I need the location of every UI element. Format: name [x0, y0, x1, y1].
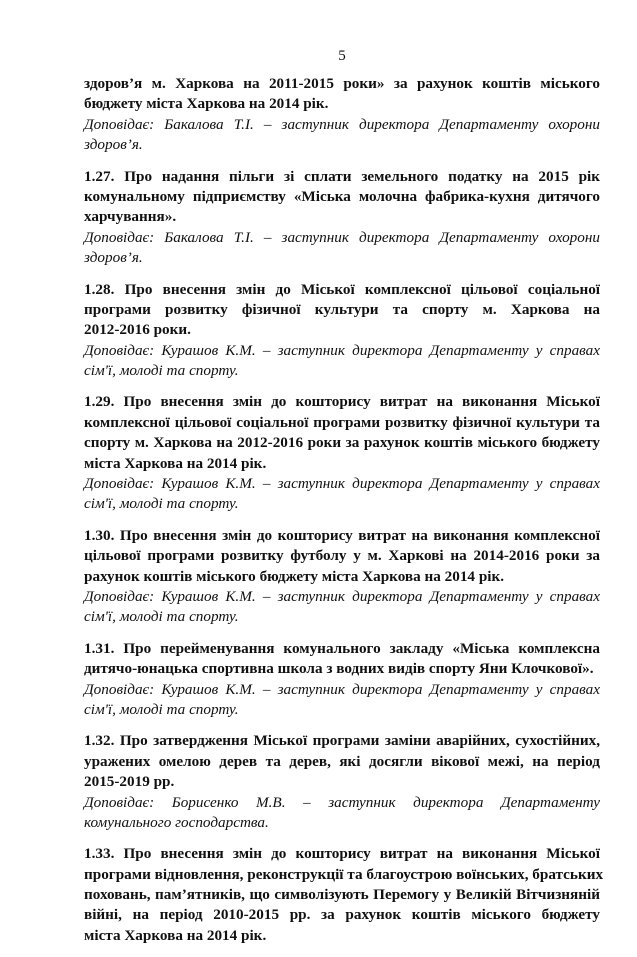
agenda-item	[84, 731, 600, 833]
speaker-line: Доповідає: Курашов К.М. – заступник директора Департаменту у справах	[84, 341, 600, 359]
item-title-line	[84, 280, 600, 300]
speaker-line: Доповідає: Курашов К.М. – заступник директора Департаменту у справах	[84, 587, 600, 605]
item-number: 1.28.	[84, 280, 115, 298]
item-title-line: комплексної цільової соціальної програми розвитку фізичної культури та	[84, 413, 600, 431]
item-title-line: харчування».	[84, 208, 177, 226]
speaker-line: Доповідає: Бакалова Т.І. – заступник директора Департаменту охорони	[84, 115, 600, 133]
item-title-line: міста Харкова на 2014 рік.	[84, 454, 267, 472]
item-title-text: Про внесення змін до кошторису витрат на виконання комплексної	[119, 526, 600, 544]
item-title-line: рахунок коштів міського бюджету міста Харкова на 2014 рік.	[84, 567, 505, 585]
agenda-item	[84, 74, 600, 156]
agenda-item	[84, 639, 600, 721]
item-title-line: програми відновлення, реконструкції та благоустрою воїнських, братських	[84, 865, 604, 883]
item-number: 1.33.	[84, 845, 115, 863]
item-title-text: Про надання пільги зі сплати земельного податку на 2015 рік	[124, 167, 601, 185]
item-title-line: комунальному підприємству «Міська молочна фабрика-кухня дитячого	[84, 187, 600, 205]
page-body	[84, 0, 604, 944]
agenda-item	[84, 280, 600, 382]
item-title-line: 2015-2019 рр.	[84, 773, 175, 791]
item-title-line: 2012-2016 роки.	[84, 321, 191, 339]
item-title-line	[84, 167, 600, 187]
item-title-line: здоров’я м. Харкова на 2011-2015 роки» за рахунок коштів міського	[84, 75, 600, 92]
item-number: 1.32.	[84, 732, 115, 750]
speaker-line: Доповідає: Курашов К.М. – заступник директора Департаменту у справах	[84, 475, 600, 493]
item-title-text: Про внесення змін до Міської комплексної цільової соціальної	[124, 280, 601, 298]
speaker-line: здоров’я.	[84, 136, 143, 154]
speaker-line: сім'ї, молоді та спорту.	[84, 362, 239, 380]
item-title-line: дитячо-юнацька спортивна школа з водних видів спорту Яни Клочкової».	[84, 660, 594, 678]
item-title-line: бюджету міста Харкова на 2014 рік.	[84, 95, 329, 113]
agenda-item	[84, 844, 604, 946]
page-number: 5	[338, 48, 346, 64]
speaker-line: сім'ї, молоді та спорту.	[84, 608, 239, 626]
speaker-line: сім'ї, молоді та спорту.	[84, 495, 239, 513]
agenda-item	[84, 392, 600, 514]
item-title-line	[84, 639, 600, 659]
item-title-text: Про затвердження Міської програми заміни аварійних, сухостійних,	[119, 732, 601, 750]
agenda-content	[84, 74, 604, 957]
speaker-line: Доповідає: Борисенко М.В. – заступник директора Департаменту	[84, 793, 600, 811]
item-number: 1.27.	[84, 167, 115, 185]
speaker-line: сім'ї, молоді та спорту.	[84, 700, 239, 718]
item-number: 1.31.	[84, 639, 115, 657]
agenda-item	[84, 526, 600, 628]
item-title-line	[84, 526, 600, 546]
item-title-line	[84, 844, 600, 864]
item-number: 1.30.	[84, 526, 115, 544]
item-title-line	[84, 392, 600, 412]
item-title-line: спорту м. Харкова на 2012-2016 роки за рахунок коштів міського бюджету	[84, 434, 600, 452]
item-title-text: Про внесення змін до кошторису витрат на виконання Міської	[123, 845, 600, 863]
item-title-line: програми розвитку фізичної культури та спорту м. Харкова на	[84, 300, 600, 318]
item-title-text: Про перейменування комунального закладу «Міська комплексна	[123, 639, 600, 657]
speaker-line: Доповідає: Курашов К.М. – заступник директора Департаменту у справах	[84, 680, 600, 698]
item-title-line: уражених омелою дерев та дерев, які досягли вікової межі, на період	[84, 752, 600, 770]
item-title-line	[84, 731, 600, 751]
speaker-line: здоров’я.	[84, 249, 143, 267]
item-title-text: Про внесення змін до кошторису витрат на виконання Міської	[123, 393, 600, 411]
item-title-line: війні, на період 2010-2015 рр. за рахунок коштів міського бюджету	[84, 906, 600, 924]
speaker-line: Доповідає: Бакалова Т.І. – заступник директора Департаменту охорони	[84, 228, 600, 246]
item-number: 1.29.	[84, 393, 115, 411]
item-title-line: цільової програми розвитку футболу у м. Харкові на 2014-2016 роки за	[84, 547, 600, 565]
item-title-line: міста Харкова на 2014 рік.	[84, 926, 267, 944]
agenda-item	[84, 167, 600, 269]
item-title-line: поховань, пам’ятників, що символізують Перемогу у Великій Вітчизняній	[84, 886, 600, 904]
speaker-line: комунального господарства.	[84, 813, 269, 831]
